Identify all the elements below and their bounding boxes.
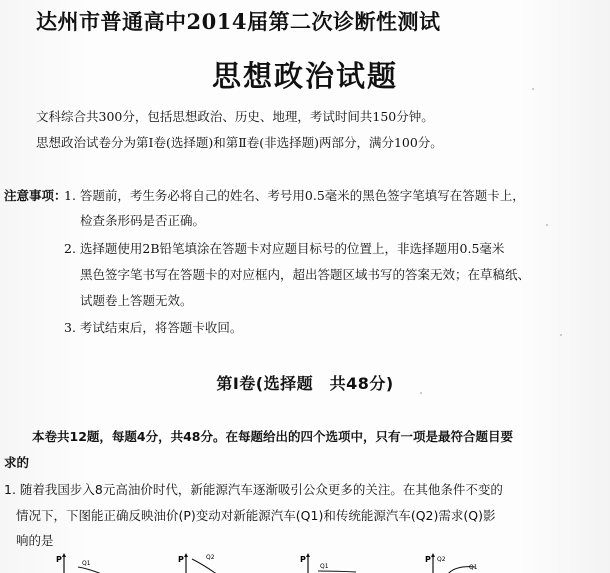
- notice-item-2-line-3: 试题卷上答题无效。: [80, 293, 193, 308]
- graph-c-axis-label: P: [300, 555, 306, 564]
- graph-c-curve: [318, 571, 356, 572]
- notice-item-2-line-2: 黑色签字笔书写在答题卡的对应框内，超出答题区域书写的答案无效；在草稿纸、: [80, 267, 531, 282]
- graph-b-curve: [192, 559, 218, 573]
- graph-option-b: [178, 553, 238, 573]
- scan-dot: [546, 224, 548, 226]
- intro-line-1: 文科综合共300分，包括思想政治、历史、地理，考试时间共150分钟。: [36, 109, 434, 124]
- graph-option-d: [425, 553, 485, 573]
- notice-item-1-line-2: 检查条形码是否正确。: [80, 213, 206, 228]
- graph-a-axis-label: P: [56, 555, 62, 564]
- graph-d-axis-label: P: [425, 555, 431, 564]
- graph-d-curve-label-2: Q1: [469, 564, 478, 571]
- scan-dot: [560, 334, 562, 336]
- question-1-line-1: 1. 随着我国步入8元高油价时代，新能源汽车逐渐吸引公众更多的关注。在其他条件不变的: [4, 482, 503, 497]
- exam-title: 达州市普通高中2014届第二次诊断性测试: [36, 9, 441, 34]
- graph-c-axis-arrow: [306, 553, 310, 557]
- graph-b-curve-label: Q2: [206, 554, 215, 561]
- graph-b-axis-arrow: [184, 553, 188, 557]
- question-1-line-3: 响的是: [16, 533, 54, 548]
- graph-option-a: [56, 553, 116, 573]
- subject-title: 思想政治试题: [211, 59, 398, 93]
- question-1-line-2: 情况下，下图能正确反映油价(P)变动对新能源汽车(Q1)和传统能源汽车(Q2)需求(Q)影: [16, 508, 496, 523]
- graph-c-curve-label: Q1: [320, 563, 329, 570]
- graph-a-axis-arrow: [62, 553, 66, 557]
- scan-dot: [532, 88, 534, 90]
- section-title: 第Ⅰ卷(选择题 共48分): [216, 374, 394, 393]
- graph-a-curve-label: Q1: [82, 560, 91, 567]
- graph-a-curve: [78, 567, 104, 573]
- section-intro-line-2: 求的: [4, 455, 30, 470]
- intro-line-2: 思想政治试卷分为第Ⅰ卷(选择题)和第Ⅱ卷(非选择题)两部分，满分100分。: [36, 135, 443, 150]
- graph-d-curve-label-1: Q2: [437, 556, 446, 563]
- notice-item-2-line-1: 2. 选择题使用2B铅笔填涂在答题卡对应题目标号的位置上，非选择题用0.5毫米: [64, 241, 505, 256]
- graph-option-c: [300, 553, 360, 573]
- notice-label: 注意事项：: [4, 188, 67, 203]
- section-intro-line-1: 本卷共12题，每题4分，共48分。在每题给出的四个选项中，只有一项是最符合题目要: [32, 429, 513, 444]
- graph-d-axis-arrow: [431, 553, 435, 557]
- graph-b-axis-label: P: [178, 555, 184, 564]
- scan-dot: [420, 392, 422, 394]
- notice-item-3: 3. 考试结束后，将答题卡收回。: [64, 320, 243, 335]
- notice-item-1-line-1: 1. 答题前，考生务必将自己的姓名、考号用0.5毫米的黑色签字笔填写在答题卡上，: [64, 188, 525, 203]
